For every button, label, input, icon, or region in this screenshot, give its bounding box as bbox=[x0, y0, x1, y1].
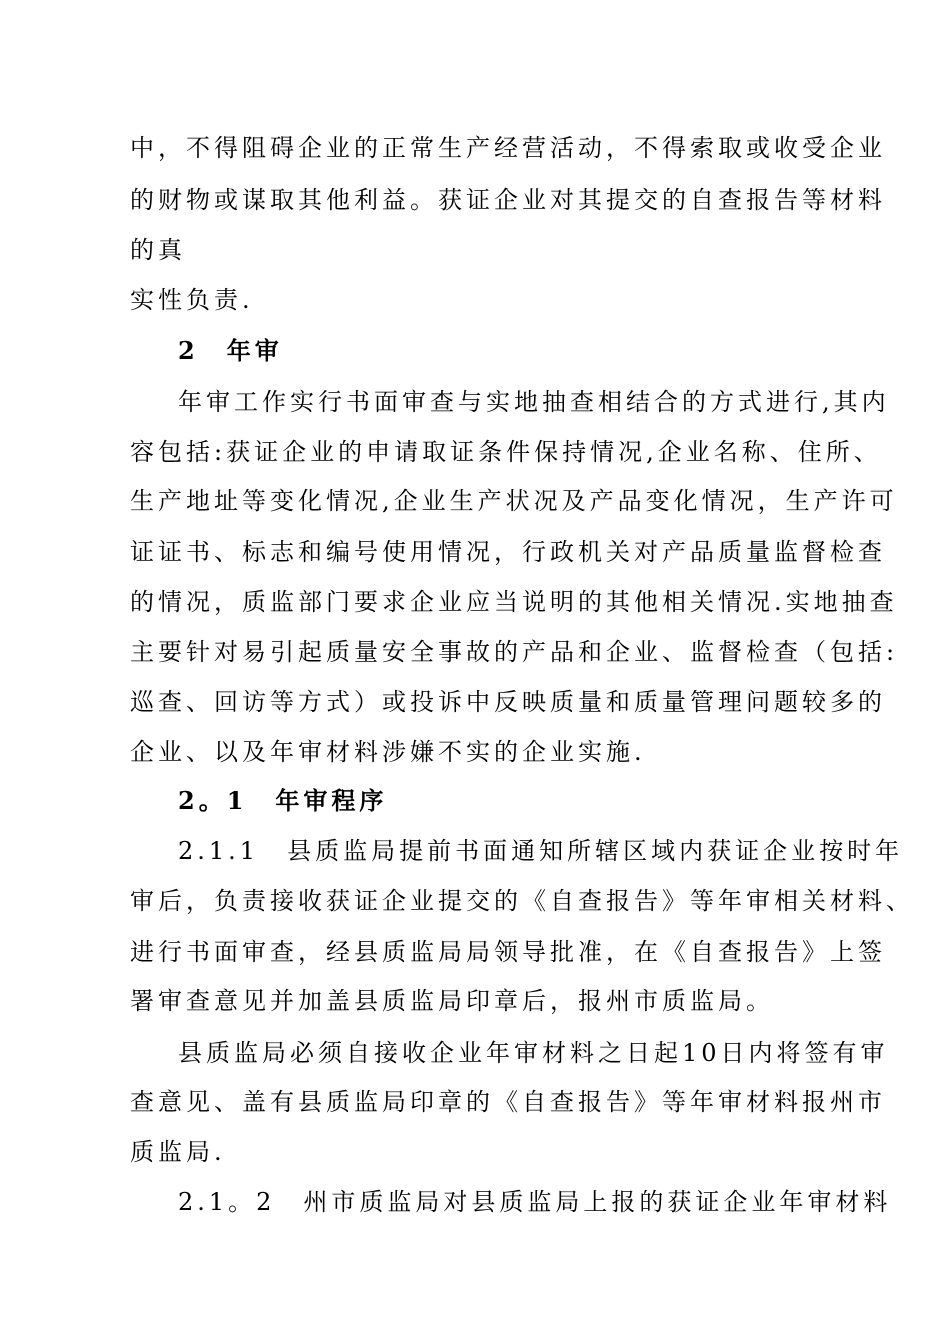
text-line: 查意见、盖有县质监局印章的《自查报告》等年审材料报州市 bbox=[130, 1088, 886, 1116]
text-line: 的真 bbox=[130, 236, 186, 264]
text-line: 中，不得阻碍企业的正常生产经营活动，不得索取或收受企业 bbox=[130, 134, 886, 162]
text-line: 的财物或谋取其他利益。获证企业对其提交的自查报告等材料 bbox=[130, 186, 886, 214]
text-line: 年审工作实行书面审查与实地抽查相结合的方式进行,其内 bbox=[178, 388, 890, 416]
section-heading: 2 年审 bbox=[178, 336, 283, 365]
text-line: 审后，负责接收获证企业提交的《自查报告》等年审相关材料、 bbox=[130, 887, 914, 915]
text-line: 2.1.1 县质监局提前书面通知所辖区域内获证企业按时年 bbox=[178, 837, 904, 865]
text-line: 生产地址等变化情况,企业生产状况及产品变化情况，生产许可 bbox=[130, 487, 898, 515]
text-line: 证证书、标志和编号使用情况，行政机关对产品质量监督检查 bbox=[130, 538, 886, 566]
text-line: 的情况，质监部门要求企业应当说明的其他相关情况.实地抽查 bbox=[130, 588, 898, 616]
text-line: 巡查、回访等方式）或投诉中反映质量和质量管理问题较多的 bbox=[130, 688, 886, 716]
text-line: 县质监局必须自接收企业年审材料之日起10日内将签有审 bbox=[178, 1039, 889, 1067]
text-line: 实性负责. bbox=[130, 286, 254, 314]
text-line: 署审查意见并加盖县质监局印章后，报州市质监局。 bbox=[130, 987, 774, 1015]
text-line: 主要针对易引起质量安全事故的产品和企业、监督检查（包括: bbox=[130, 638, 899, 666]
text-line: 质监局. bbox=[130, 1138, 226, 1166]
text-line: 2.1。2 州市质监局对县质监局上报的获证企业年审材料 bbox=[178, 1188, 892, 1216]
text-line: 进行书面审查，经县质监局局领导批准，在《自查报告》上签 bbox=[130, 938, 886, 966]
text-line: 企业、以及年审材料涉嫌不实的企业实施. bbox=[130, 738, 646, 766]
subsection-heading: 2。1 年审程序 bbox=[178, 786, 388, 815]
text-line: 容包括:获证企业的申请取证条件保持情况,企业名称、住所、 bbox=[130, 438, 882, 466]
